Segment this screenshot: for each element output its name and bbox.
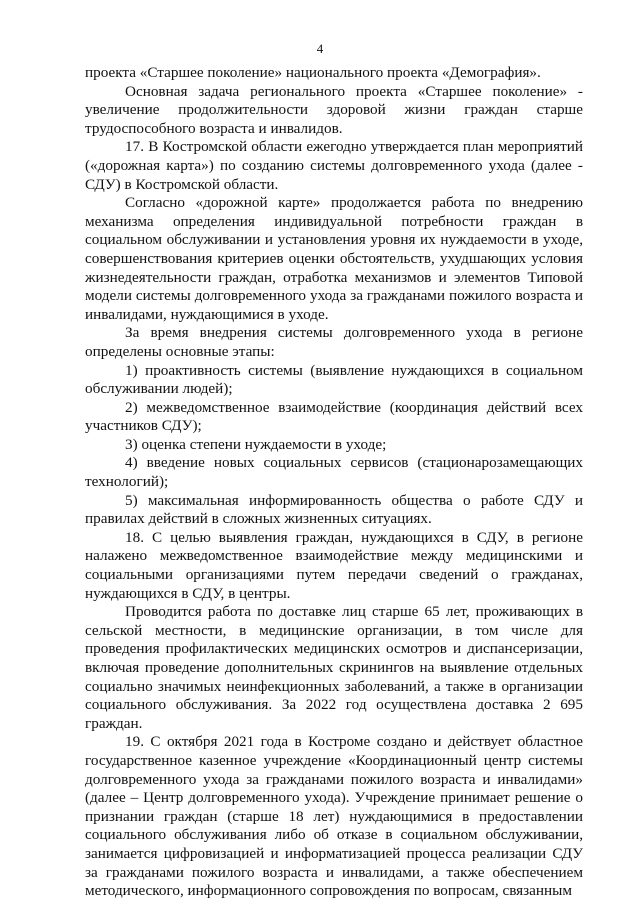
page-number: 4 bbox=[316, 41, 324, 56]
paragraph: За время внедрения системы долговременного ухода в регионе определены основные этапы: bbox=[85, 324, 583, 360]
paragraph: 19. С октября 2021 года в Костроме создано и действует областное государственное казенное учреждение «Координационный центр системы долговременного ухода за гражданами пожилого возраста и инвалидами» (далее – Центр долговременного ухода). Учреждение принимает решение о признании граждан (старше 18 лет) нуждающимися в предоставлении социального обслуживания либо об отказе в социальном обслуживании, занимается цифровизацией и информатизацией процесса реализации СДУ за гражданами пожилого возраста и инвалидами, а также обеспечением методического, информационного сопровождения по вопросам, связанным bbox=[85, 733, 583, 900]
paragraph: Согласно «дорожной карте» продолжается работа по внедрению механизма определения индивидуальной потребности граждан в социальном обслуживании и установления уровня их нуждаемости в уходе, совершенствования критериев оценки обстоятельств, ухудшающих условия жизнедеятельности граждан, отработка механизмов и элементов Типовой модели системы долговременного ухода за гражданами пожилого возраста и инвалидами, нуждающимися в уходе. bbox=[85, 194, 583, 323]
paragraph: проекта «Старшее поколение» национального проекта «Демография». bbox=[85, 64, 541, 81]
paragraph: 17. В Костромской области ежегодно утверждается план мероприятий («дорожная карта») по созданию системы долговременного ухода (далее - СДУ) в Костромской области. bbox=[85, 138, 583, 193]
list-item: 3) оценка степени нуждаемости в уходе; bbox=[125, 435, 387, 453]
document-body bbox=[85, 64, 583, 901]
paragraph: 18. С целью выявления граждан, нуждающихся в СДУ, в регионе налажено межведомственное взаимодействие между медицинскими и социальными организациями путем передачи сведений о гражданах, нуждающихся в СДУ, в центры. bbox=[85, 528, 583, 602]
list-item: 4) введение новых социальных сервисов (стационарозамещающих технологий); bbox=[85, 454, 583, 491]
paragraph: Основная задача регионального проекта «Старшее поколение» - увеличение продолжительности здоровой жизни граждан старше трудоспособного возраста и инвалидов. bbox=[85, 82, 583, 137]
list-item: 1) проактивность системы (выявление нуждающихся в социальном обслуживании людей); bbox=[85, 361, 583, 398]
list-item: 2) межведомственное взаимодействие (координация действий всех участников СДУ); bbox=[85, 398, 583, 435]
paragraph: Проводится работа по доставке лиц старше 65 лет, проживающих в сельской местности, в медицинские организации, в том числе для проведения профилактических медицинских осмотров и диспансеризации, включая проведение дополнительных скринингов на выявление отдельных социально значимых неинфекционных заболеваний, а также в организации социального обслуживания. За 2022 год осуществлена доставка 2 695 граждан. bbox=[85, 603, 583, 732]
list-item: 5) максимальная информированность общества о работе СДУ и правилах действий в сложных жизненных ситуациях. bbox=[85, 491, 583, 528]
